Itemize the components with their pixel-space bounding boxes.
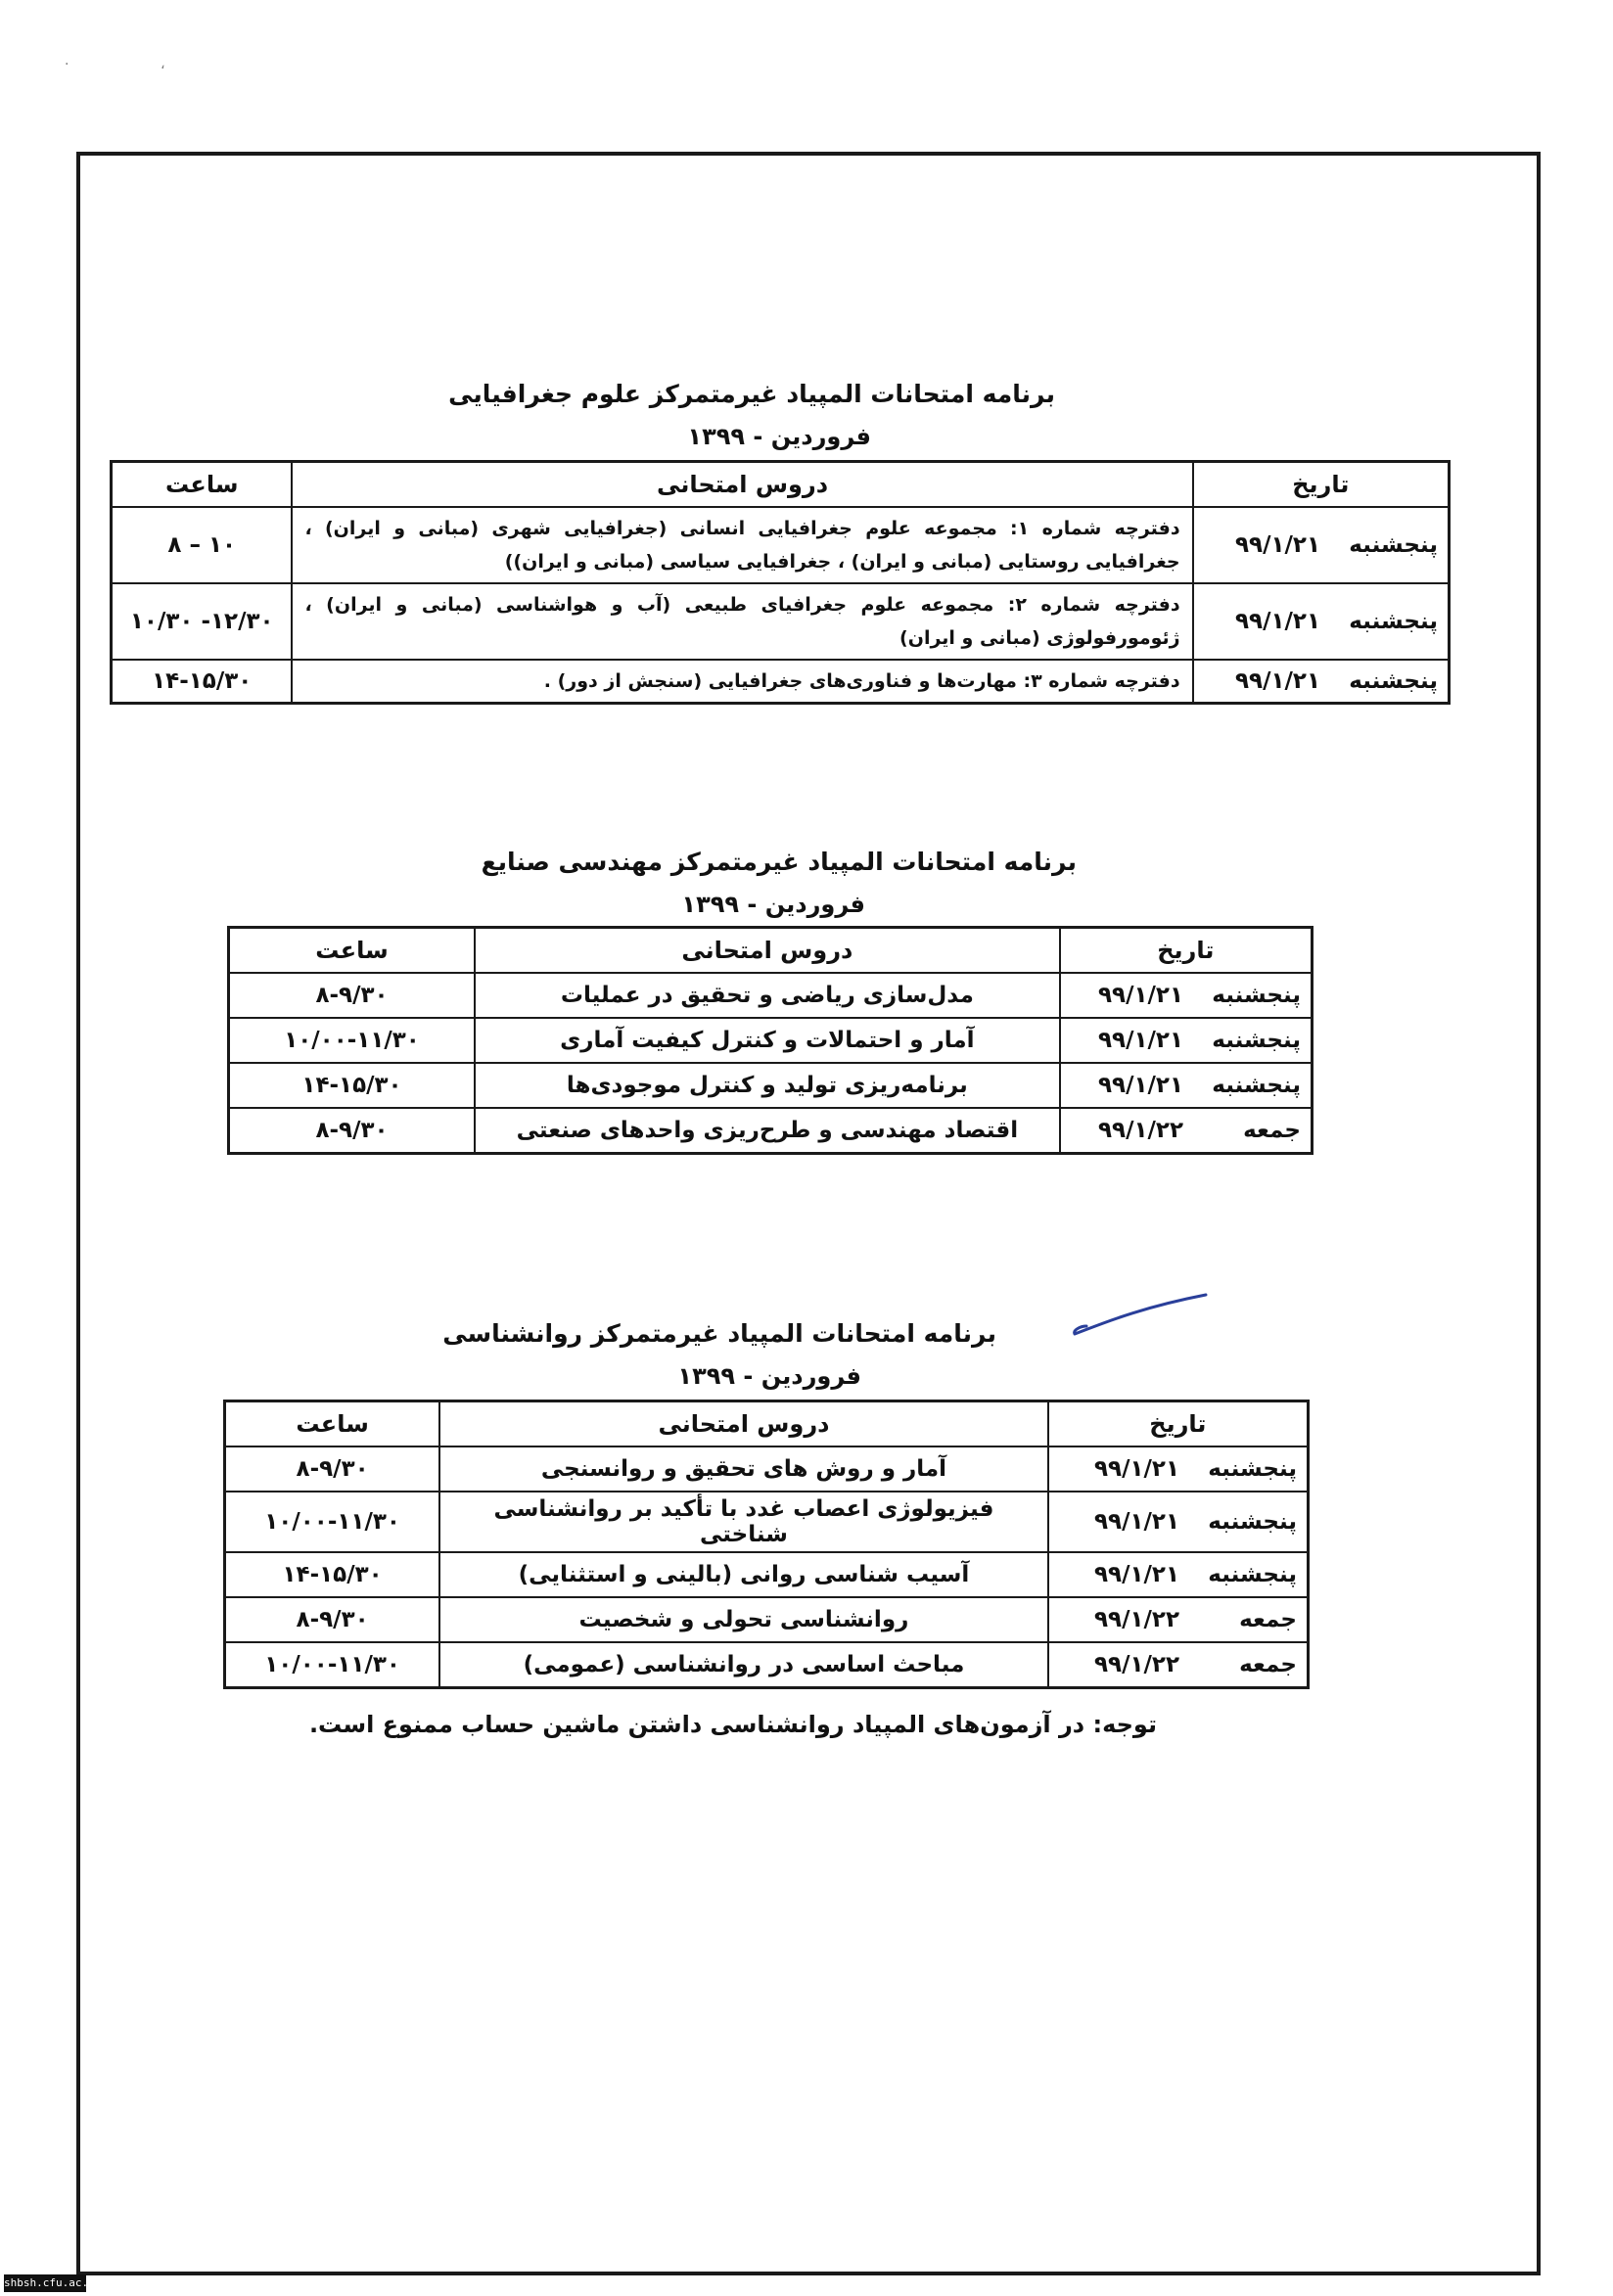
exam-table-psychology xyxy=(223,1400,1310,1689)
exam-date xyxy=(1060,1063,1313,1108)
section-title-psychology: برنامه امتحانات المپیاد غیرمتمرکز روانشناسی xyxy=(442,1319,996,1348)
section-title-geography: برنامه امتحانات المپیاد غیرمتمرکز علوم جغرافیایی xyxy=(448,380,1055,408)
exam-time: ۱۰/۰۰-۱۱/۳۰ xyxy=(225,1642,440,1687)
exam-day: جمعه xyxy=(1239,1651,1297,1677)
exam-course: اقتصاد مهندسی و طرح‌ریزی واحدهای صنعتی xyxy=(475,1108,1060,1153)
exam-day: جمعه xyxy=(1239,1607,1297,1632)
signature-stroke xyxy=(1067,1287,1214,1346)
exam-day: پنجشنبه xyxy=(1212,1073,1301,1098)
table-row xyxy=(225,1597,1309,1642)
exam-time: ۱۰/۰۰-۱۱/۳۰ xyxy=(229,1018,476,1063)
exam-course: دفترچه شماره ۳: مهارت‌ها و فناوری‌های جغرافیایی (سنجش از دور) . xyxy=(292,660,1192,703)
exam-time: ۸-۹/۳۰ xyxy=(225,1597,440,1642)
exam-date-value: ۹۹/۱/۲۱ xyxy=(1094,1562,1179,1587)
table-row xyxy=(112,583,1450,660)
exam-date xyxy=(1048,1492,1309,1552)
exam-course: فیزیولوژی اعصاب غدد با تأکید بر روانشناسی شناختی xyxy=(439,1492,1048,1552)
exam-date xyxy=(1048,1642,1309,1687)
exam-day: پنجشنبه xyxy=(1208,1509,1297,1535)
section-subtitle-industrial: فروردین - ۱۳۹۹ xyxy=(681,891,865,918)
footer-logo: shbsh.cfu.ac.ir xyxy=(4,2274,86,2292)
header-date: تاریخ xyxy=(1060,928,1313,974)
table-header-row xyxy=(225,1401,1309,1447)
exam-date-value: ۹۹/۱/۲۱ xyxy=(1235,667,1320,694)
exam-date-value: ۹۹/۱/۲۱ xyxy=(1098,1073,1183,1098)
table-row xyxy=(225,1492,1309,1552)
scan-speck: · xyxy=(65,57,69,72)
exam-date-value: ۹۹/۱/۲۱ xyxy=(1235,609,1320,634)
exam-day: پنجشنبه xyxy=(1208,1562,1297,1587)
exam-course: برنامه‌ریزی تولید و کنترل موجودی‌ها xyxy=(475,1063,1060,1108)
calculator-note: توجه: در آزمون‌های المپیاد روانشناسی داشتن ماشین حساب ممنوع است. xyxy=(308,1711,1157,1738)
exam-course: آمار و روش های تحقیق و روانسنجی xyxy=(439,1446,1048,1492)
exam-time: ۱۰/۳۰ -۱۲/۳۰ xyxy=(112,583,293,660)
exam-date xyxy=(1060,973,1313,1018)
table-row xyxy=(112,507,1450,583)
section-subtitle-psychology: فروردین - ۱۳۹۹ xyxy=(677,1362,861,1390)
exam-time: ۸-۹/۳۰ xyxy=(225,1446,440,1492)
exam-time: ۱۰/۰۰-۱۱/۳۰ xyxy=(225,1492,440,1552)
exam-course: دفترچه شماره ۱: مجموعه علوم جغرافیایی انسانی (جغرافیایی شهری (مبانی و ایران) ، جغرافیایی روستایی (مبانی و ایران) ، جغرافیایی سیاسی (مبانی و ایران)) xyxy=(292,507,1192,583)
exam-course: روانشناسی تحولی و شخصیت xyxy=(439,1597,1048,1642)
table-row xyxy=(229,973,1313,1018)
exam-date xyxy=(1193,507,1450,583)
exam-time: ۱۴-۱۵/۳۰ xyxy=(225,1552,440,1597)
exam-day: پنجشنبه xyxy=(1349,609,1438,634)
exam-table-geography xyxy=(110,460,1451,705)
exam-date xyxy=(1048,1446,1309,1492)
exam-date xyxy=(1048,1552,1309,1597)
exam-date-value: ۹۹/۱/۲۱ xyxy=(1235,532,1320,558)
exam-day: پنجشنبه xyxy=(1349,532,1438,558)
exam-date-value: ۹۹/۱/۲۲ xyxy=(1098,1117,1183,1143)
table-row xyxy=(225,1552,1309,1597)
table-row xyxy=(229,1108,1313,1153)
exam-course: آمار و احتمالات و کنترل کیفیت آماری xyxy=(475,1018,1060,1063)
table-row xyxy=(229,1018,1313,1063)
exam-date-value: ۹۹/۱/۲۱ xyxy=(1094,1509,1179,1535)
table-row xyxy=(112,660,1450,703)
exam-day: پنجشنبه xyxy=(1212,983,1301,1008)
exam-time: ۸ – ۱۰ xyxy=(112,507,293,583)
exam-date-value: ۹۹/۱/۲۲ xyxy=(1094,1607,1179,1632)
exam-date xyxy=(1060,1108,1313,1153)
exam-day: پنجشنبه xyxy=(1212,1028,1301,1053)
scan-speck: ، xyxy=(161,57,165,72)
header-course: دروس امتحانی xyxy=(439,1401,1048,1447)
exam-day: پنجشنبه xyxy=(1208,1456,1297,1482)
exam-date-value: ۹۹/۱/۲۱ xyxy=(1098,1028,1183,1053)
header-course: دروس امتحانی xyxy=(292,462,1192,508)
exam-course: دفترچه شماره ۲: مجموعه علوم جغرافیای طبیعی (آب و هواشناسی (مبانی و ایران) ، ژئومورفولوژی (مبانی و ایران) xyxy=(292,583,1192,660)
header-date: تاریخ xyxy=(1193,462,1450,508)
exam-table-industrial xyxy=(227,926,1313,1155)
exam-time: ۱۴-۱۵/۳۰ xyxy=(229,1063,476,1108)
exam-day: جمعه xyxy=(1243,1117,1301,1143)
header-time: ساعت xyxy=(225,1401,440,1447)
exam-time: ۱۴-۱۵/۳۰ xyxy=(112,660,293,703)
exam-time: ۸-۹/۳۰ xyxy=(229,1108,476,1153)
exam-course: مدل‌سازی ریاضی و تحقیق در عملیات xyxy=(475,973,1060,1018)
table-header-row xyxy=(112,462,1450,508)
exam-course: مباحث اساسی در روانشناسی (عمومی) xyxy=(439,1642,1048,1687)
section-title-industrial: برنامه امتحانات المپیاد غیرمتمرکز مهندسی صنایع xyxy=(481,848,1077,876)
exam-day: پنجشنبه xyxy=(1349,667,1438,694)
table-row xyxy=(225,1642,1309,1687)
header-date: تاریخ xyxy=(1048,1401,1309,1447)
header-time: ساعت xyxy=(112,462,293,508)
table-row xyxy=(229,1063,1313,1108)
exam-date-value: ۹۹/۱/۲۲ xyxy=(1094,1651,1179,1677)
exam-date xyxy=(1193,583,1450,660)
table-row xyxy=(225,1446,1309,1492)
exam-date-value: ۹۹/۱/۲۱ xyxy=(1094,1456,1179,1482)
section-subtitle-geography: فروردین - ۱۳۹۹ xyxy=(687,423,871,450)
header-time: ساعت xyxy=(229,928,476,974)
header-course: دروس امتحانی xyxy=(475,928,1060,974)
exam-date xyxy=(1048,1597,1309,1642)
exam-date-value: ۹۹/۱/۲۱ xyxy=(1098,983,1183,1008)
exam-date xyxy=(1193,660,1450,703)
table-header-row xyxy=(229,928,1313,974)
exam-course: آسیب شناسی روانی (بالینی و استثنایی) xyxy=(439,1552,1048,1597)
exam-time: ۸-۹/۳۰ xyxy=(229,973,476,1018)
exam-date xyxy=(1060,1018,1313,1063)
